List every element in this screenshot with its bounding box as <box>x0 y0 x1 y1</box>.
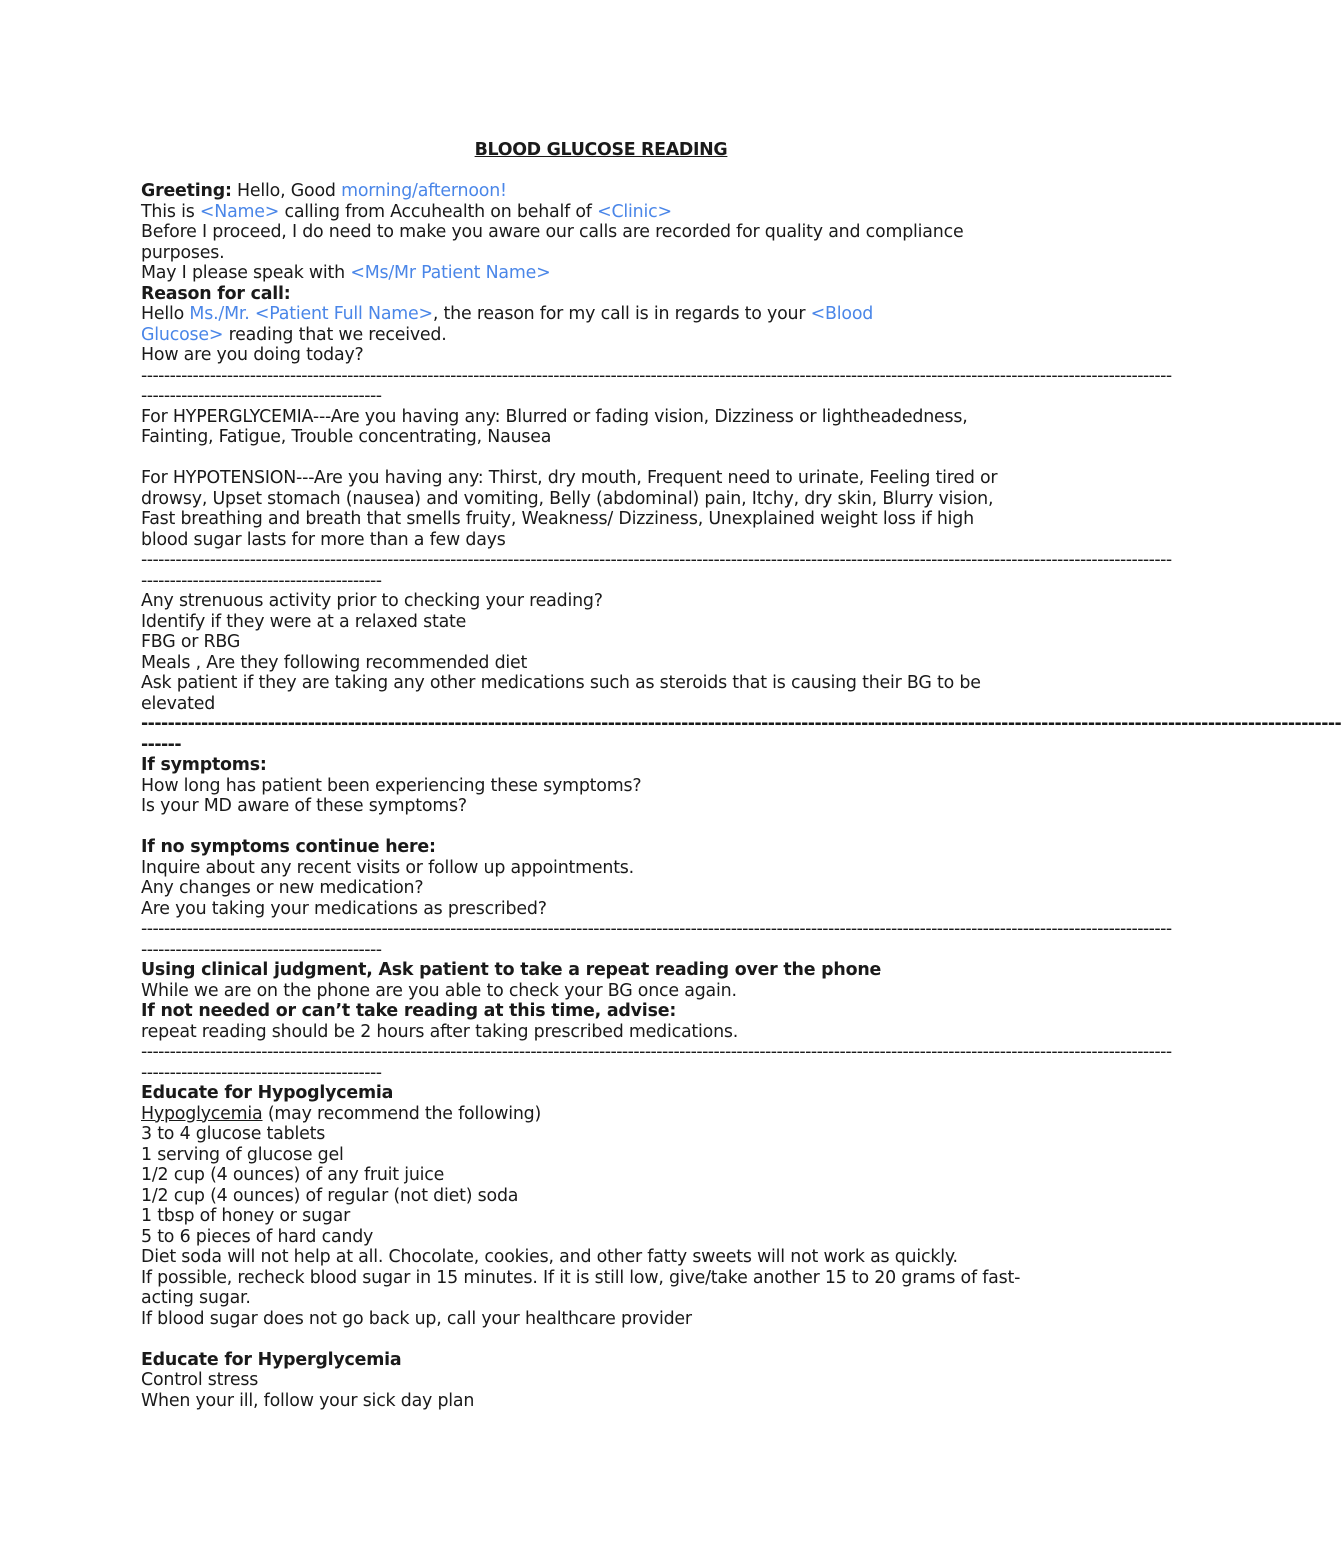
divider-line-cont: ------------------------------------------ <box>141 570 382 591</box>
hypotension-symptoms: For HYPOTENSION---Are you having any: Thirst, dry mouth, Frequent need to urinate, Feeling tired or <box>141 468 998 488</box>
greeting-label: Greeting: <box>141 181 232 201</box>
blood-glucose-placeholder-cont: Glucose> <box>141 324 224 345</box>
hypoglycemia-item: 1/2 cup (4 ounces) of regular (not diet) soda <box>141 1185 519 1206</box>
if-symptoms-line: How long has patient been experiencing these symptoms? <box>141 775 642 796</box>
hypoglycemia-item: acting sugar. <box>141 1288 251 1308</box>
speak-with-line <box>141 263 1061 284</box>
reason-hello: Hello <box>141 304 190 324</box>
spacer <box>141 161 1061 182</box>
speak-with-text: May I please speak with <box>141 263 351 283</box>
hyperglycemia-symptoms: For HYPERGLYCEMIA---Are you having any: Blurred or fading vision, Dizziness or lightheadedness, <box>141 406 968 427</box>
hypoglycemia-item: 1 tbsp of honey or sugar <box>141 1206 351 1226</box>
question-line: Ask patient if they are taking any other medications such as steroids that is causing their BG to be <box>141 673 981 693</box>
question-line: Identify if they were at a relaxed state <box>141 611 467 632</box>
hypoglycemia-item: 5 to 6 pieces of hard candy <box>141 1226 374 1247</box>
reason-line-2 <box>141 325 1061 346</box>
divider-line: ------------------------------------------------------------------------------------------------------------------------------------------------------------------------------------ <box>141 365 1172 386</box>
bold-divider-line-cont: ------ <box>141 734 182 755</box>
hyperglycemia-education-label: Educate for Hyperglycemia <box>141 1349 402 1370</box>
question-line: FBG or RBG <box>141 632 241 652</box>
name-placeholder: <Name> <box>199 201 280 222</box>
reason-text-2: reading that we received. <box>223 324 447 345</box>
no-symptoms-line: Are you taking your medications as prescribed? <box>141 898 547 919</box>
recording-notice: Before I proceed, I do need to make you aware our calls are recorded for quality and compliance <box>141 222 964 242</box>
hyperglycemia-item: When your ill, follow your sick day plan <box>141 1390 475 1411</box>
divider-line-cont: ------------------------------------------ <box>141 939 382 960</box>
document-page <box>141 140 1341 1411</box>
hypoglycemia-link[interactable]: Hypoglycemia <box>141 1103 263 1124</box>
document-title: BLOOD GLUCOSE READING <box>474 140 728 160</box>
greeting-placeholder: morning/afternoon! <box>341 181 507 201</box>
question-line: Meals , Are they following recommended diet <box>141 652 528 673</box>
patient-name-placeholder: <Ms/Mr Patient Name> <box>350 263 551 283</box>
reason-text: , the reason for my call is in regards to your <box>432 304 811 324</box>
no-symptoms-line: Inquire about any recent visits or follow up appointments. <box>141 857 634 878</box>
not-needed-label: If not needed or can’t take reading at this time, advise: <box>141 1001 677 1021</box>
intro-text-2: calling from Accuhealth on behalf of <box>279 201 598 222</box>
hypoglycemia-link-line <box>141 1104 1061 1125</box>
repeat-reading-line: While we are on the phone are you able to check your BG once again. <box>141 980 737 1001</box>
repeat-reading-label: Using clinical judgment, Ask patient to take a repeat reading over the phone <box>141 960 882 980</box>
hypoglycemia-item: Diet soda will not help at all. Chocolate, cookies, and other fatty sweets will not work as quickly. <box>141 1247 958 1267</box>
greeting-line <box>141 181 1061 202</box>
greeting-text: Hello, Good <box>231 181 342 201</box>
intro-text: This is <box>141 201 200 222</box>
bold-divider-line: ------------------------------------------------------------------------------------------------------------------------------------------------------------------------------------ <box>141 714 1341 734</box>
how-are-you-line: How are you doing today? <box>141 345 364 365</box>
if-symptoms-line: Is your MD aware of these symptoms? <box>141 796 467 816</box>
intro-line <box>141 202 1061 223</box>
divider-line: ------------------------------------------------------------------------------------------------------------------------------------------------------------------------------------ <box>141 919 1172 939</box>
no-symptoms-line: Any changes or new medication? <box>141 878 424 898</box>
hypoglycemia-link-rest: (may recommend the following) <box>262 1103 542 1124</box>
not-needed-line: repeat reading should be 2 hours after taking prescribed medications. <box>141 1021 739 1042</box>
no-symptoms-label: If no symptoms continue here: <box>141 837 436 857</box>
hypoglycemia-item: 1/2 cup (4 ounces) of any fruit juice <box>141 1165 445 1185</box>
hypoglycemia-education-label: Educate for Hypoglycemia <box>141 1083 394 1103</box>
hypoglycemia-item: If possible, recheck blood sugar in 15 minutes. If it is still low, give/take another 15 to 20 grams of fast- <box>141 1267 1021 1288</box>
spacer <box>141 817 1061 838</box>
hypoglycemia-item: 3 to 4 glucose tablets <box>141 1124 326 1144</box>
hypotension-symptoms-cont: Fast breathing and breath that smells fruity, Weakness/ Dizziness, Unexplained weight loss if high <box>141 509 974 529</box>
clinic-placeholder: <Clinic> <box>597 201 672 222</box>
divider-line: ------------------------------------------------------------------------------------------------------------------------------------------------------------------------------------ <box>141 550 1172 570</box>
recording-notice-cont: purposes. <box>141 242 225 263</box>
if-symptoms-label: If symptoms: <box>141 755 267 775</box>
divider-line-cont: ------------------------------------------ <box>141 386 382 406</box>
question-line: Any strenuous activity prior to checking your reading? <box>141 591 603 611</box>
question-line: elevated <box>141 693 216 714</box>
hypotension-symptoms-cont: blood sugar lasts for more than a few days <box>141 529 506 550</box>
hypoglycemia-item: 1 serving of glucose gel <box>141 1144 344 1165</box>
spacer <box>141 448 1061 469</box>
hyperglycemia-symptoms-cont: Fainting, Fatigue, Trouble concentrating, Nausea <box>141 427 552 447</box>
patient-full-name-placeholder: Ms./Mr. <Patient Full Name> <box>189 304 433 324</box>
divider-line: ------------------------------------------------------------------------------------------------------------------------------------------------------------------------------------ <box>141 1042 1172 1062</box>
hyperglycemia-item: Control stress <box>141 1370 259 1390</box>
hypotension-symptoms-cont: drowsy, Upset stomach (nausea) and vomiting, Belly (abdominal) pain, Itchy, dry skin, Blurry vision, <box>141 488 994 509</box>
reason-label: Reason for call: <box>141 283 291 304</box>
spacer <box>141 1329 1061 1350</box>
reason-line <box>141 304 1061 325</box>
divider-line-cont: ------------------------------------------ <box>141 1062 382 1083</box>
hypoglycemia-item: If blood sugar does not go back up, call your healthcare provider <box>141 1308 692 1329</box>
blood-glucose-placeholder: <Blood <box>810 304 874 324</box>
